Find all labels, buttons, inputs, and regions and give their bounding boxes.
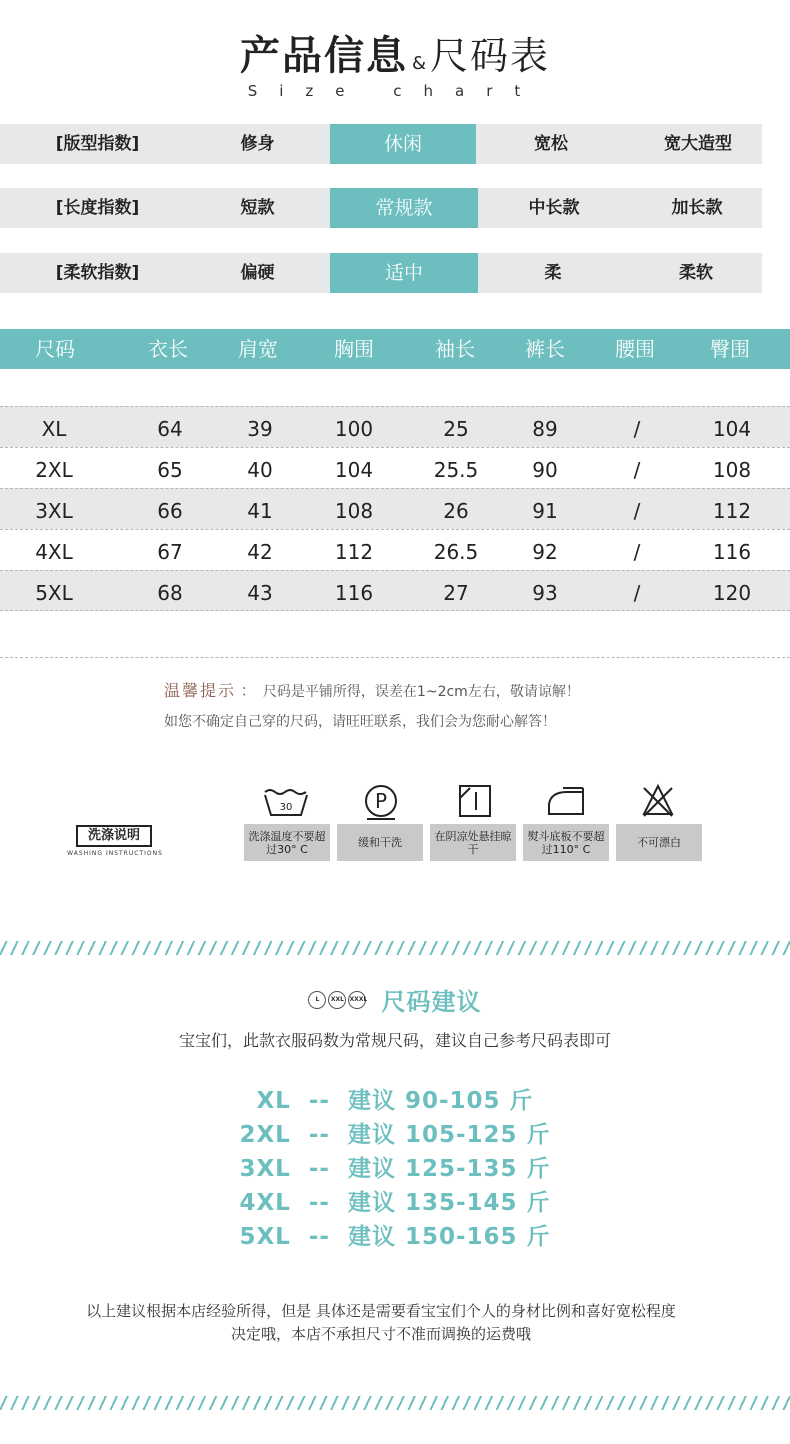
section-divider <box>0 657 790 658</box>
subtitle: Size chart <box>247 82 543 100</box>
size-table-header <box>0 329 790 369</box>
table-cell: 39 <box>247 417 273 441</box>
wash-label: 缓和干洗 <box>337 824 423 861</box>
index-label: [版型指数] <box>55 134 140 154</box>
recommendation-note-line-1: 以上建议根据本店经验所得，但是 具体还是需要看宝宝们个人的身材比例和喜好宽松程度 <box>86 1302 676 1320</box>
table-cell: 25 <box>443 417 469 441</box>
size-badge: XXXL <box>348 991 366 1009</box>
wash-label: 在阴凉处悬挂晾干 <box>430 824 516 861</box>
line-dry-shade-icon <box>430 782 516 822</box>
index-option: 宽松 <box>534 134 568 154</box>
table-cell: 26.5 <box>433 540 479 564</box>
wash-30-icon <box>244 782 330 822</box>
column-header: 胸围 <box>334 337 374 361</box>
column-header: 臀围 <box>710 337 750 361</box>
index-option: 偏硬 <box>240 263 275 283</box>
table-cell: 108 <box>334 499 374 523</box>
index-option: 柔 <box>544 263 562 283</box>
dry-clean-symbol: P <box>374 789 388 813</box>
tip-colon: ： <box>240 681 259 700</box>
recommendation-title <box>0 982 790 1017</box>
table-cell: 112 <box>712 499 752 523</box>
table-cell: / <box>633 458 641 482</box>
no-bleach-icon <box>616 782 702 822</box>
wash-label: 洗涤温度不要超过30° C <box>244 824 330 861</box>
recommendation-list <box>0 1082 790 1252</box>
index-option: 中长款 <box>528 198 580 218</box>
index-row-length <box>0 188 762 228</box>
table-row <box>0 447 790 488</box>
table-cell: 43 <box>247 581 273 605</box>
column-header: 肩宽 <box>238 337 278 361</box>
table-cell: 104 <box>712 417 752 441</box>
tip-line-1 <box>164 678 580 701</box>
tip-line-2: 如您不确定自己穿的尺码，请旺旺联系，我们会为您耐心解答！ <box>164 714 556 730</box>
column-header: 腰围 <box>615 337 655 361</box>
tip-text: 尺码是平铺所得，误差在1~2cm左右，敬请谅解！ <box>262 684 580 700</box>
table-cell: / <box>633 499 641 523</box>
table-row <box>0 406 790 447</box>
table-cell: 89 <box>532 417 558 441</box>
table-cell: 42 <box>247 540 273 564</box>
table-cell: 68 <box>157 581 183 605</box>
table-cell: 91 <box>532 499 558 523</box>
table-cell: / <box>633 417 641 441</box>
decorative-hatch-band <box>0 1396 790 1410</box>
table-cell: 64 <box>157 417 183 441</box>
table-cell: 112 <box>334 540 374 564</box>
table-cell: 41 <box>247 499 273 523</box>
column-header: 尺码 <box>35 337 75 361</box>
table-cell: 116 <box>712 540 752 564</box>
table-cell: 104 <box>334 458 374 482</box>
table-row <box>0 488 790 529</box>
index-option: 加长款 <box>671 198 723 218</box>
table-cell: 2XL <box>35 458 73 482</box>
wash-label: 熨斗底板不要超过110° C <box>523 824 609 861</box>
recommendation-item: 3XL -- 建议 125-135 斤 <box>239 1156 551 1182</box>
index-row-softness <box>0 253 762 293</box>
column-header: 袖长 <box>435 337 475 361</box>
dry-clean-p-icon <box>337 782 423 822</box>
table-cell: 100 <box>334 417 374 441</box>
table-cell: 4XL <box>35 540 73 564</box>
table-cell: 116 <box>334 581 374 605</box>
index-row-fit <box>0 124 762 164</box>
recommendation-description: 宝宝们，此款衣服码数为常规尺码，建议自己参考尺码表即可 <box>178 1031 611 1050</box>
title-amp: & <box>411 53 427 74</box>
wash-tub-number: 30 <box>279 802 293 813</box>
index-option: 宽大造型 <box>664 134 732 154</box>
title-main: 产品信息 <box>239 33 408 79</box>
column-header: 裤长 <box>525 337 565 361</box>
index-option: 柔软 <box>679 263 713 283</box>
table-cell: 26 <box>443 499 469 523</box>
table-cell: 5XL <box>35 581 73 605</box>
index-label: [柔软指数] <box>55 263 140 283</box>
page-title <box>0 24 790 81</box>
recommendation-item: 4XL -- 建议 135-145 斤 <box>239 1190 551 1216</box>
table-row <box>0 529 790 570</box>
wash-label: 不可漂白 <box>616 824 702 861</box>
index-option-selected: 休闲 <box>330 124 476 164</box>
iron-icon <box>523 782 609 822</box>
table-cell: 27 <box>443 581 469 605</box>
table-cell: 66 <box>157 499 183 523</box>
table-cell: 67 <box>157 540 183 564</box>
index-label: [长度指数] <box>55 198 140 218</box>
recommendation-item: 5XL -- 建议 150-165 斤 <box>239 1224 551 1250</box>
table-row <box>0 570 790 611</box>
column-header: 衣长 <box>148 337 188 361</box>
table-cell: 40 <box>247 458 273 482</box>
table-cell: XL <box>41 417 67 441</box>
index-option: 短款 <box>240 198 275 218</box>
recommendation-item: 2XL -- 建议 105-125 斤 <box>239 1122 551 1148</box>
table-cell: / <box>633 540 641 564</box>
table-cell: / <box>633 581 641 605</box>
table-cell: 90 <box>532 458 558 482</box>
index-option-selected: 常规款 <box>330 188 478 228</box>
recommendation-note-line-2: 决定哦，本店不承担尺寸不准而调换的运费哦 <box>230 1325 531 1343</box>
tip-label: 温馨提示 <box>164 681 237 700</box>
title-sub: 尺码表 <box>430 34 551 78</box>
washing-subtitle: WASHING INSTRUCTIONS <box>67 850 163 857</box>
table-cell: 25.5 <box>433 458 479 482</box>
size-badges-icon <box>308 990 368 1010</box>
table-cell: 92 <box>532 540 558 564</box>
table-cell: 65 <box>157 458 183 482</box>
washing-title: 洗涤说明 <box>76 825 152 847</box>
recommendation-heading: 尺码建议 <box>381 988 482 1016</box>
table-cell: 3XL <box>35 499 73 523</box>
table-cell: 108 <box>712 458 752 482</box>
index-option: 修身 <box>240 134 275 154</box>
index-option-selected: 适中 <box>330 253 478 293</box>
recommendation-item: XL -- 建议 90-105 斤 <box>256 1088 534 1114</box>
size-badge: XXL <box>328 991 346 1009</box>
decorative-hatch-band <box>0 941 790 955</box>
table-cell: 93 <box>532 581 558 605</box>
size-badge: L <box>308 991 326 1009</box>
table-cell: 120 <box>712 581 752 605</box>
